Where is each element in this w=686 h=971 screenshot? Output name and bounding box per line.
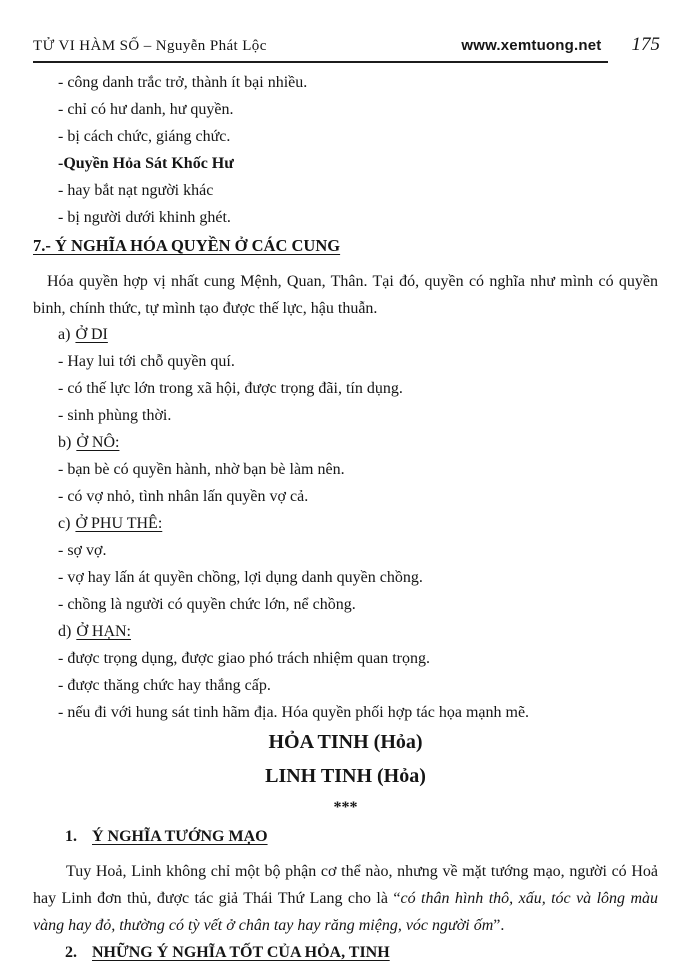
- header-right: [461, 34, 660, 56]
- heading-text: Ở DI: [75, 326, 108, 343]
- text-line: - có thế lực lớn trong xã hội, được trọng đãi, tín dụng.: [58, 380, 403, 397]
- text-line: - công danh trắc trở, thành ít bại nhiều.: [58, 74, 308, 91]
- heading-prefix: b): [58, 434, 72, 451]
- paragraph: Hóa quyền hợp vị nhất cung Mệnh, Quan, Thân. Tại đó, quyền có nghĩa như mình có quyền binh, chính thức, tự mình tạo được thế lực, hậu thuẫn.: [33, 273, 658, 317]
- quoted-text: có thân hình thô, xấu, tóc và lông màu vàng hay đỏ, thường có tỳ vết ở chân tay hay răng miệng, vóc người ốm: [33, 890, 659, 934]
- text-line: - hay bắt nạt người khác: [58, 182, 214, 199]
- text-line: - sợ vợ.: [58, 542, 107, 559]
- section-heading: [33, 236, 658, 256]
- heading-text: Ý NGHĨA TƯỚNG MẠO: [92, 828, 268, 845]
- book-title: TỬ VI HÀM SỐ – Nguyễn Phát Lộc: [33, 38, 267, 54]
- star-title: LINH TINH (Hỏa): [265, 765, 426, 787]
- text-line: - được trọng dụng, được giao phó trách nhiệm quan trọng.: [58, 650, 430, 667]
- text-line: - nếu đi với hung sát tinh hãm địa. Hóa quyền phối hợp tác họa mạnh mẽ.: [58, 704, 530, 721]
- heading-prefix: 1.: [65, 828, 77, 845]
- heading-prefix: c): [58, 515, 71, 532]
- page-number: 175: [631, 34, 660, 55]
- star-combo-line: -Quyền Hỏa Sát Khốc Hư: [58, 155, 234, 172]
- lettered-heading: [58, 623, 658, 640]
- text-line: - bị cách chức, giáng chức.: [58, 128, 231, 145]
- lettered-heading: [58, 434, 658, 451]
- text-line: - sinh phùng thời.: [58, 407, 172, 424]
- numbered-heading: [65, 827, 658, 846]
- paragraph-text: Tuy Hoả, Linh không chỉ một bộ phận cơ thể nào, nhưng về mặt tướng mạo, người có Hoả hay Linh đơn thủ, được tác giả Thái Thứ Lang cho là “: [33, 863, 658, 907]
- star-title: HỎA TINH (Hỏa): [268, 731, 423, 753]
- heading-text: NHỮNG Ý NGHĨA TỐT CỦA HỎA, TINH: [92, 944, 390, 961]
- numbered-heading: [65, 943, 658, 962]
- heading-prefix: a): [58, 326, 71, 343]
- text-line: - có vợ nhỏ, tình nhân lấn quyền vợ cả.: [58, 488, 309, 505]
- text-line: - được thăng chức hay thắng cấp.: [58, 677, 271, 694]
- heading-text: Ở HẠN:: [76, 623, 131, 640]
- text-line: - vợ hay lấn át quyền chồng, lợi dụng danh quyền chồng.: [58, 569, 423, 586]
- lettered-heading: [58, 326, 658, 343]
- text-line: - chỉ có hư danh, hư quyền.: [58, 101, 234, 118]
- page-header: [0, 0, 686, 56]
- heading-text: Ở PHU THÊ:: [75, 515, 163, 532]
- section-heading-text: 7.- Ý NGHĨA HÓA QUYỀN Ở CÁC CUNG: [33, 236, 341, 255]
- content: [0, 63, 686, 962]
- text-line: - bị người dưới khinh ghét.: [58, 209, 231, 226]
- heading-prefix: d): [58, 623, 72, 640]
- separator-stars: ***: [333, 799, 358, 816]
- website-text: www.xemtuong.net: [461, 37, 602, 54]
- paragraph-text: ”.: [493, 917, 505, 934]
- lettered-heading: [58, 515, 658, 532]
- text-line: - Hay lui tới chỗ quyền quí.: [58, 353, 235, 370]
- text-line: - bạn bè có quyền hành, nhờ bạn bè làm nên.: [58, 461, 345, 478]
- text-line: - chồng là người có quyền chức lớn, nể chồng.: [58, 596, 356, 613]
- heading-text: Ở NÔ:: [76, 434, 120, 451]
- paragraph: [33, 858, 658, 939]
- heading-prefix: 2.: [65, 944, 77, 961]
